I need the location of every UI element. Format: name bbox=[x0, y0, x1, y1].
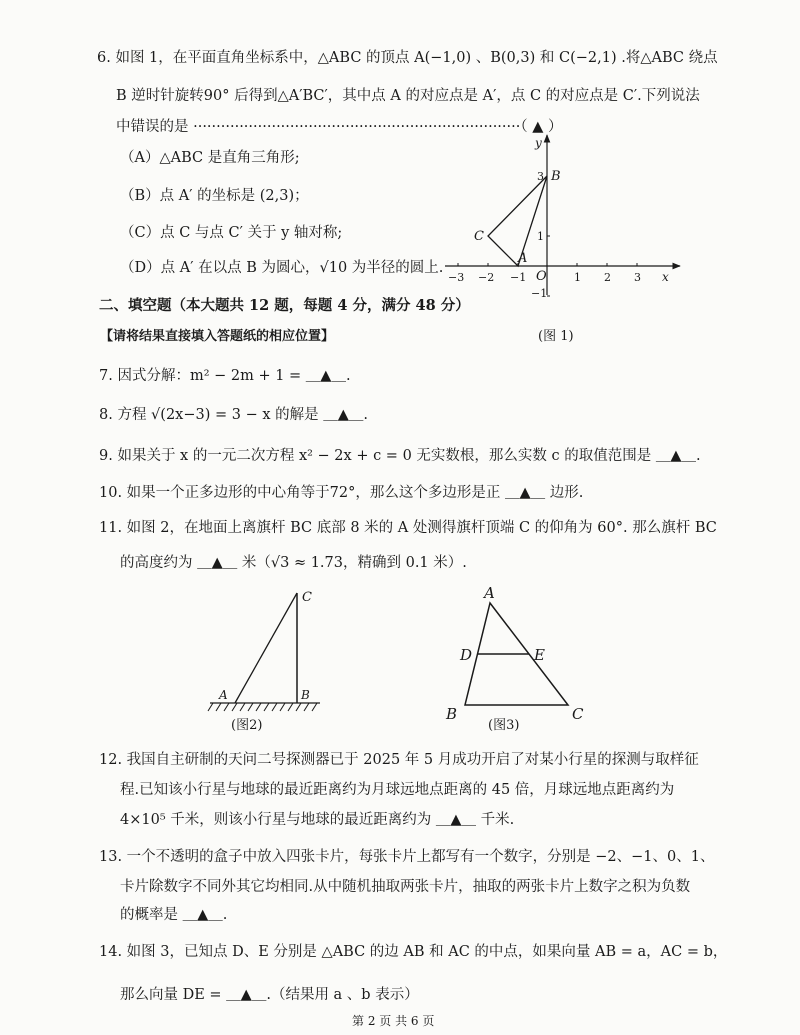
fig3-label-d: D bbox=[460, 646, 473, 664]
fig3-label-a: A bbox=[484, 584, 495, 602]
x-tick-1: 1 bbox=[574, 271, 581, 284]
q14-line2: 那么向量 DE = ＿▲＿.（结果用 a 、b 表示） bbox=[120, 987, 419, 1003]
fig2-label-a: A bbox=[219, 688, 228, 702]
x-axis-label: x bbox=[662, 270, 669, 284]
q6-option-c: （C）点 C 与点 C′ 关于 y 轴对称; bbox=[120, 225, 343, 241]
q11-line2: 的高度约为 ＿▲＿ 米（√3 ≈ 1.73，精确到 0.1 米）. bbox=[120, 555, 467, 571]
q6-option-d: （D）点 A′ 在以点 B 为圆心，√10 为半径的圆上. bbox=[120, 260, 444, 276]
q13-line2: 卡片除数字不同外其它均相同.从中随机抽取两张卡片，抽取的两张卡片上数字之积为负数 bbox=[120, 879, 691, 895]
q7: 7. 因式分解：m² − 2m + 1 = ＿▲＿. bbox=[99, 368, 351, 384]
x-tick-neg2: −2 bbox=[478, 271, 495, 284]
figure2-flagpole bbox=[205, 585, 335, 735]
point-a-label: A bbox=[518, 251, 528, 266]
q6-option-a: （A）△ABC 是直角三角形; bbox=[120, 150, 300, 166]
figure3-caption: (图3) bbox=[488, 718, 520, 733]
section2-title: 二、填空题（本大题共 12 题，每题 4 分，满分 48 分） bbox=[99, 297, 470, 314]
q6-option-b: （B）点 A′ 的坐标是 (2,3)； bbox=[120, 188, 309, 204]
q9: 9. 如果关于 x 的一元二次方程 x² − 2x + c = 0 无实数根，那么实数 c 的取值范围是 ＿▲＿. bbox=[99, 448, 701, 464]
point-c-label: C bbox=[474, 229, 484, 244]
fig3-label-b: B bbox=[446, 705, 458, 723]
q6-line1: 6. 如图 1，在平面直角坐标系中，△ABC 的顶点 A(−1,0) 、B(0,3) 和 C(−2,1) .将△ABC 绕点 bbox=[97, 50, 718, 66]
y-tick-1: 1 bbox=[537, 230, 544, 243]
q12-line2: 程.已知该小行星与地球的最近距离约为月球远地点距离的 45 倍，月球远地点距离约为 bbox=[120, 782, 675, 798]
q12-line3: 4×10⁵ 千米，则该小行星与地球的最近距离约为 ＿▲＿ 千米. bbox=[120, 812, 515, 828]
x-tick-2: 2 bbox=[604, 271, 611, 284]
fig3-label-c: C bbox=[572, 705, 584, 723]
q8: 8. 方程 √(2x−3) = 3 − x 的解是 ＿▲＿. bbox=[99, 407, 368, 423]
q12-line1: 12. 我国自主研制的天问二号探测器已于 2025 年 5 月成功开启了对某小行星的探测与取样征 bbox=[99, 752, 699, 768]
q14-line1: 14. 如图 3，已知点 D、E 分别是 △ABC 的边 AB 和 AC 的中点，如果向量 AB = a，AC = b， bbox=[99, 944, 728, 960]
y-tick-neg1: −1 bbox=[531, 287, 548, 300]
x-tick-neg1: −1 bbox=[510, 271, 527, 284]
q6-line2: B 逆时针旋转90° 后得到△A′BC′，其中点 A 的对应点是 A′，点 C 的对应点是 C′.下列说法 bbox=[116, 88, 700, 104]
origin-label: O bbox=[536, 269, 547, 284]
figure2-caption: (图2) bbox=[231, 718, 263, 733]
q11-line1: 11. 如图 2，在地面上离旗杆 BC 底部 8 米的 A 处测得旗杆顶端 C 的仰角为 60°. 那么旗杆 BC bbox=[99, 520, 717, 536]
fig2-label-c: C bbox=[302, 590, 312, 605]
q10: 10. 如果一个正多边形的中心角等于72°，那么这个多边形是正 ＿▲＿ 边形. bbox=[99, 485, 584, 501]
point-b-label: B bbox=[551, 169, 561, 184]
page-footer: 第 2 页 共 6 页 bbox=[352, 1014, 435, 1028]
y-axis-label: y bbox=[535, 136, 542, 150]
figure1-caption: (图 1) bbox=[538, 329, 574, 344]
fig3-label-e: E bbox=[534, 646, 545, 664]
figure1-coordinate-plane bbox=[440, 130, 690, 300]
x-tick-3: 3 bbox=[634, 271, 641, 284]
figure3-triangle bbox=[440, 583, 600, 723]
x-tick-neg3: −3 bbox=[448, 271, 465, 284]
q6-line3: 中错误的是 ·······································································（ ▲ ） bbox=[116, 119, 563, 135]
section2-instruction: 【请将结果直接填入答题纸的相应位置】 bbox=[100, 329, 335, 344]
q13-line3: 的概率是 ＿▲＿. bbox=[120, 907, 228, 923]
q13-line1: 13. 一个不透明的盒子中放入四张卡片，每张卡片上都写有一个数字，分别是 −2、−1、0、1、 bbox=[99, 849, 715, 865]
y-tick-3: 3 bbox=[537, 170, 544, 183]
fig2-label-b: B bbox=[301, 688, 310, 702]
